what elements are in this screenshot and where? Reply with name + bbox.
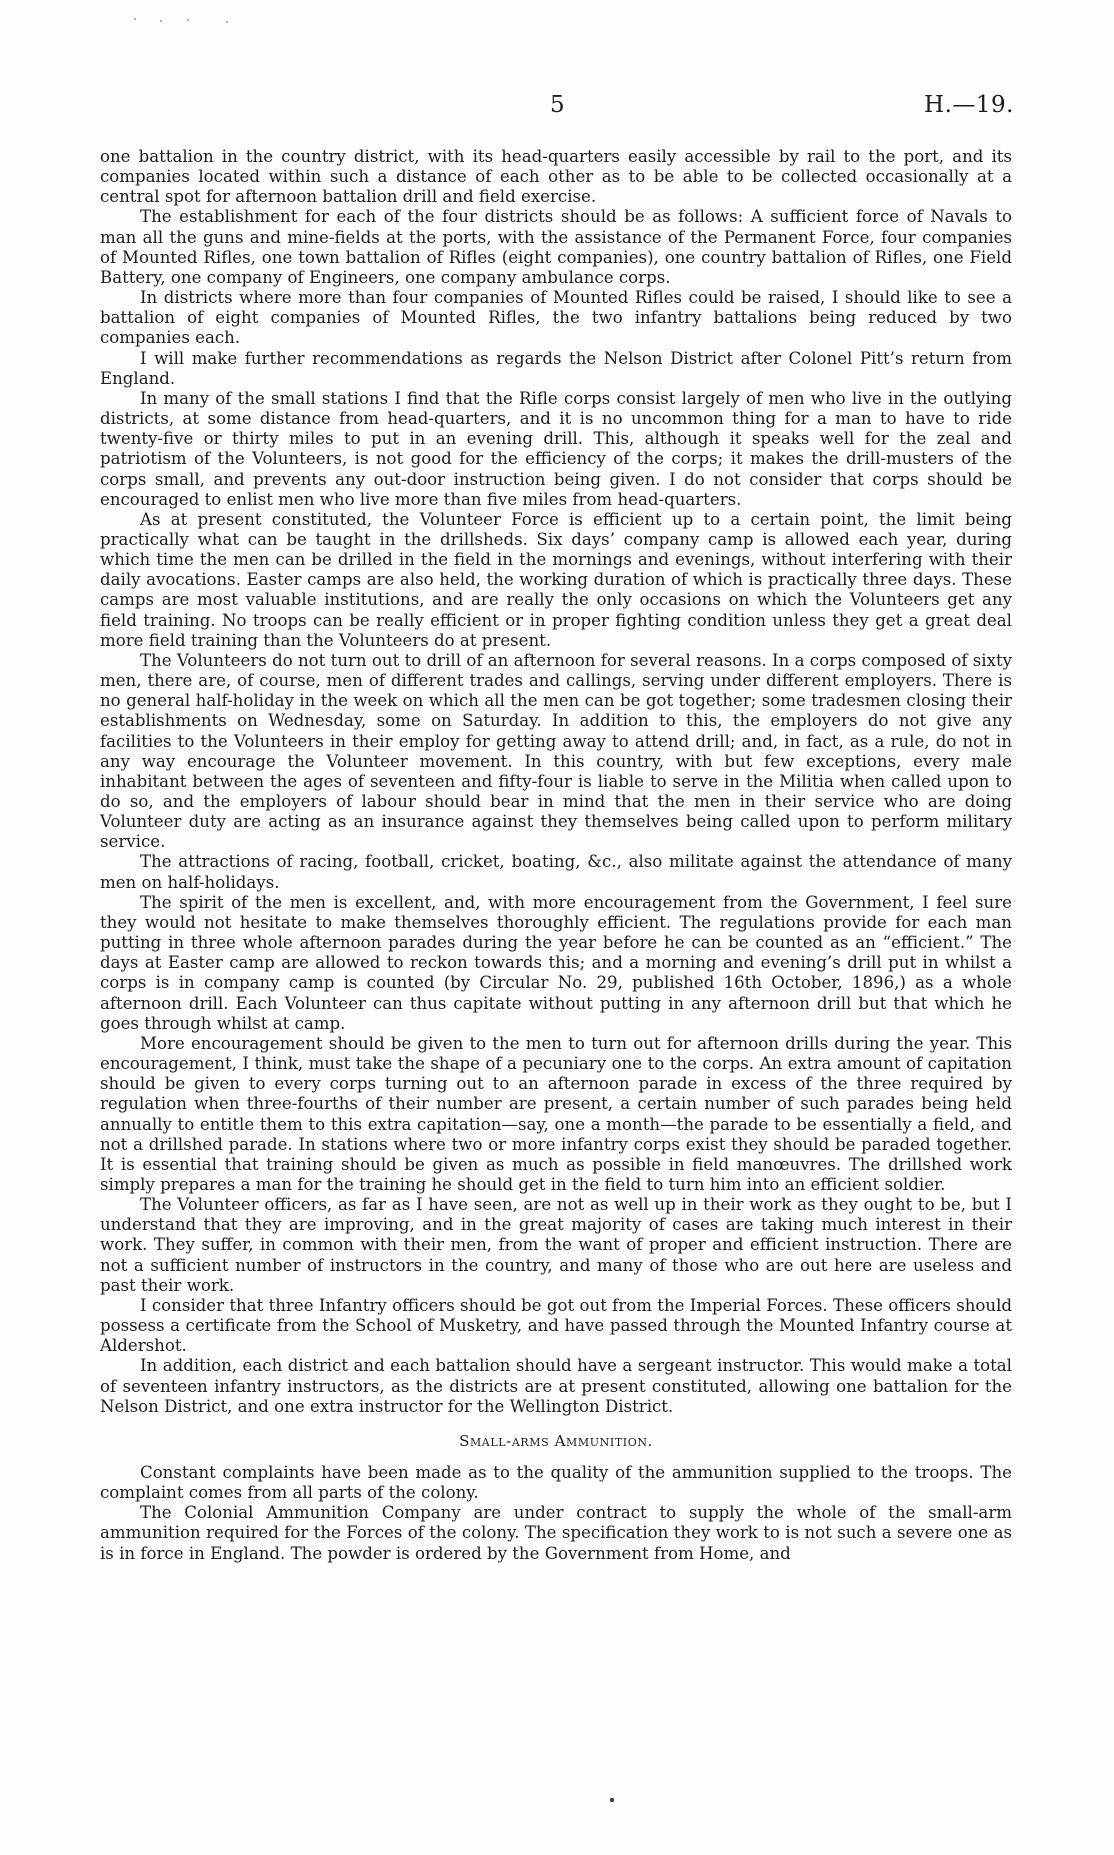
paragraph: I will make further recommendations as regards the Nelson District after Colonel Pitt’s return from England. [100,348,1012,388]
body-text [100,147,1012,1564]
paragraph: The Volunteer officers, as far as I have seen, are not as well up in their work as they ought to be, but I understand that they are improving, and in the great majority of cases are taking much interest in their work. They suffer, in common with their men, from the want of proper and efficient instruction. There are not a sufficient number of instructors in the country, and many of those who are out here are useless and past their work. [100,1195,1012,1295]
paragraph: In districts where more than four companies of Mounted Rifles could be raised, I should like to see a battalion of eight companies of Mounted Rifles, the two infantry battalions being reduced by two companies each. [100,288,1012,348]
paragraph: The establishment for each of the four districts should be as follows: A sufficient force of Navals to man all the guns and mine-fields at the ports, with the assistance of the Permanent Force, four companies of Mounted Rifles, one town battalion of Rifles (eight companies), one country battalion of Rifles, one Field Battery, one company of Engineers, one company ambulance corps. [100,207,1012,287]
paragraph: Constant complaints have been made as to the quality of the ammunition supplied to the troops. The complaint comes from all parts of the colony. [100,1463,1012,1503]
footer-dot [610,1798,614,1802]
paragraph: In addition, each district and each battalion should have a sergeant instructor. This would make a total of seventeen infantry instructors, as the districts are at present constituted, allowing one battalion for the Nelson District, and one extra instructor for the Wellington District. [100,1356,1012,1416]
paragraph: In many of the small stations I find that the Rifle corps consist largely of men who live in the outlying districts, at some distance from head-quarters, and it is no uncommon thing for a man to have to ride twenty-five or thirty miles to put in an evening drill. This, although it speaks well for the zeal and patriotism of the Volunteers, is not good for the efficiency of the corps; it makes the drill-musters of the corps small, and prevents any out-door instruction being given. I do not consider that corps should be encouraged to enlist men who live more than five miles from head-quarters. [100,388,1012,509]
paragraph: The Colonial Ammunition Company are under contract to supply the whole of the small-arm ammunition required for the Forces of the colony. The specification they work to is not such a severe one as is in force in England. The powder is ordered by the Government from Home, and [100,1503,1012,1563]
paragraph: As at present constituted, the Volunteer Force is efficient up to a certain point, the limit being practically what can be taught in the drillsheds. Six days’ company camp is allowed each year, during which time the men can be drilled in the field in the mornings and evenings, without interfering with their daily avocations. Easter camps are also held, the working duration of which is practically three days. These camps are most valuable institutions, and are really the only occasions on which the Volunteers get any field training. No troops can be really efficient or in proper fighting condition unless they get a great deal more field training than the Volunteers do at present. [100,509,1012,650]
page-header [0,92,1114,132]
margin-speck [226,21,228,23]
paragraph: More encouragement should be given to the men to turn out for afternoon drills during the year. This encouragement, I think, must take the shape of a pecuniary one to the corps. An extra amount of capitation should be given to every corps turning out to an afternoon parade in excess of the three required by regulation when three-fourths of their number are present, a certain number of such parades being held annually to entitle them to this extra capitation—say, one a month—the parade to be essentially a field, and not a drillshed parade. In stations where two or more infantry corps exist they should be paraded together. It is essential that training should be given as much as possible in field manœuvres. The drillshed work simply prepares a man for the training he should get in the field to turn him into an efficient soldier. [100,1033,1012,1194]
page-number: 5 [550,92,565,118]
document-reference: H.—19. [924,92,1014,118]
paragraph: one battalion in the country district, with its head-quarters easily accessible by rail to the port, and its companies located within such a distance of each other as to be able to be collected occasionally at a central spot for afternoon battalion drill and field exercise. [100,147,1012,207]
section-heading: Small-arms Ammunition. [459,1431,653,1450]
margin-speck [134,18,136,20]
paragraph: The Volunteers do not turn out to drill of an afternoon for several reasons. In a corps composed of sixty men, there are, of course, men of different trades and callings, serving under different employers. There is no general half-holiday in the week on which all the men can be got together; some tradesmen closing their establishments on Wednesday, some on Saturday. In addition to this, the employers do not give any facilities to the Volunteers in their employ for getting away to attend drill; and, in fact, as a rule, do not in any way encourage the Volunteer movement. In this country, with but few exceptions, every male inhabitant between the ages of seventeen and fifty-four is liable to serve in the Militia when called upon to do so, and the employers of labour should bear in mind that the men in their service who are doing Volunteer duty are acting as an insurance against they themselves being called upon to perform military service. [100,650,1012,852]
paragraph: The spirit of the men is excellent, and, with more encouragement from the Government, I feel sure they would not hesitate to make themselves thoroughly efficient. The regulations provide for each man putting in three whole afternoon parades during the year before he can be counted as an “efficient.” The days at Easter camp are allowed to reckon towards this; and a morning and evening’s drill put in whilst a corps is in company camp is counted (by Circular No. 29, published 16th October, 1896,) as a whole afternoon drill. Each Volunteer can thus capitate without putting in any afternoon drill but that which he goes through whilst at camp. [100,892,1012,1033]
margin-speck [187,19,189,21]
paragraph: I consider that three Infantry officers should be got out from the Imperial Forces. These officers should possess a certificate from the School of Musketry, and have passed through the Mounted Infantry course at Aldershot. [100,1295,1012,1356]
paragraph: The attractions of racing, football, cricket, boating, &c., also militate against the attendance of many men on half-holidays. [100,852,1012,892]
margin-speck [160,20,162,22]
